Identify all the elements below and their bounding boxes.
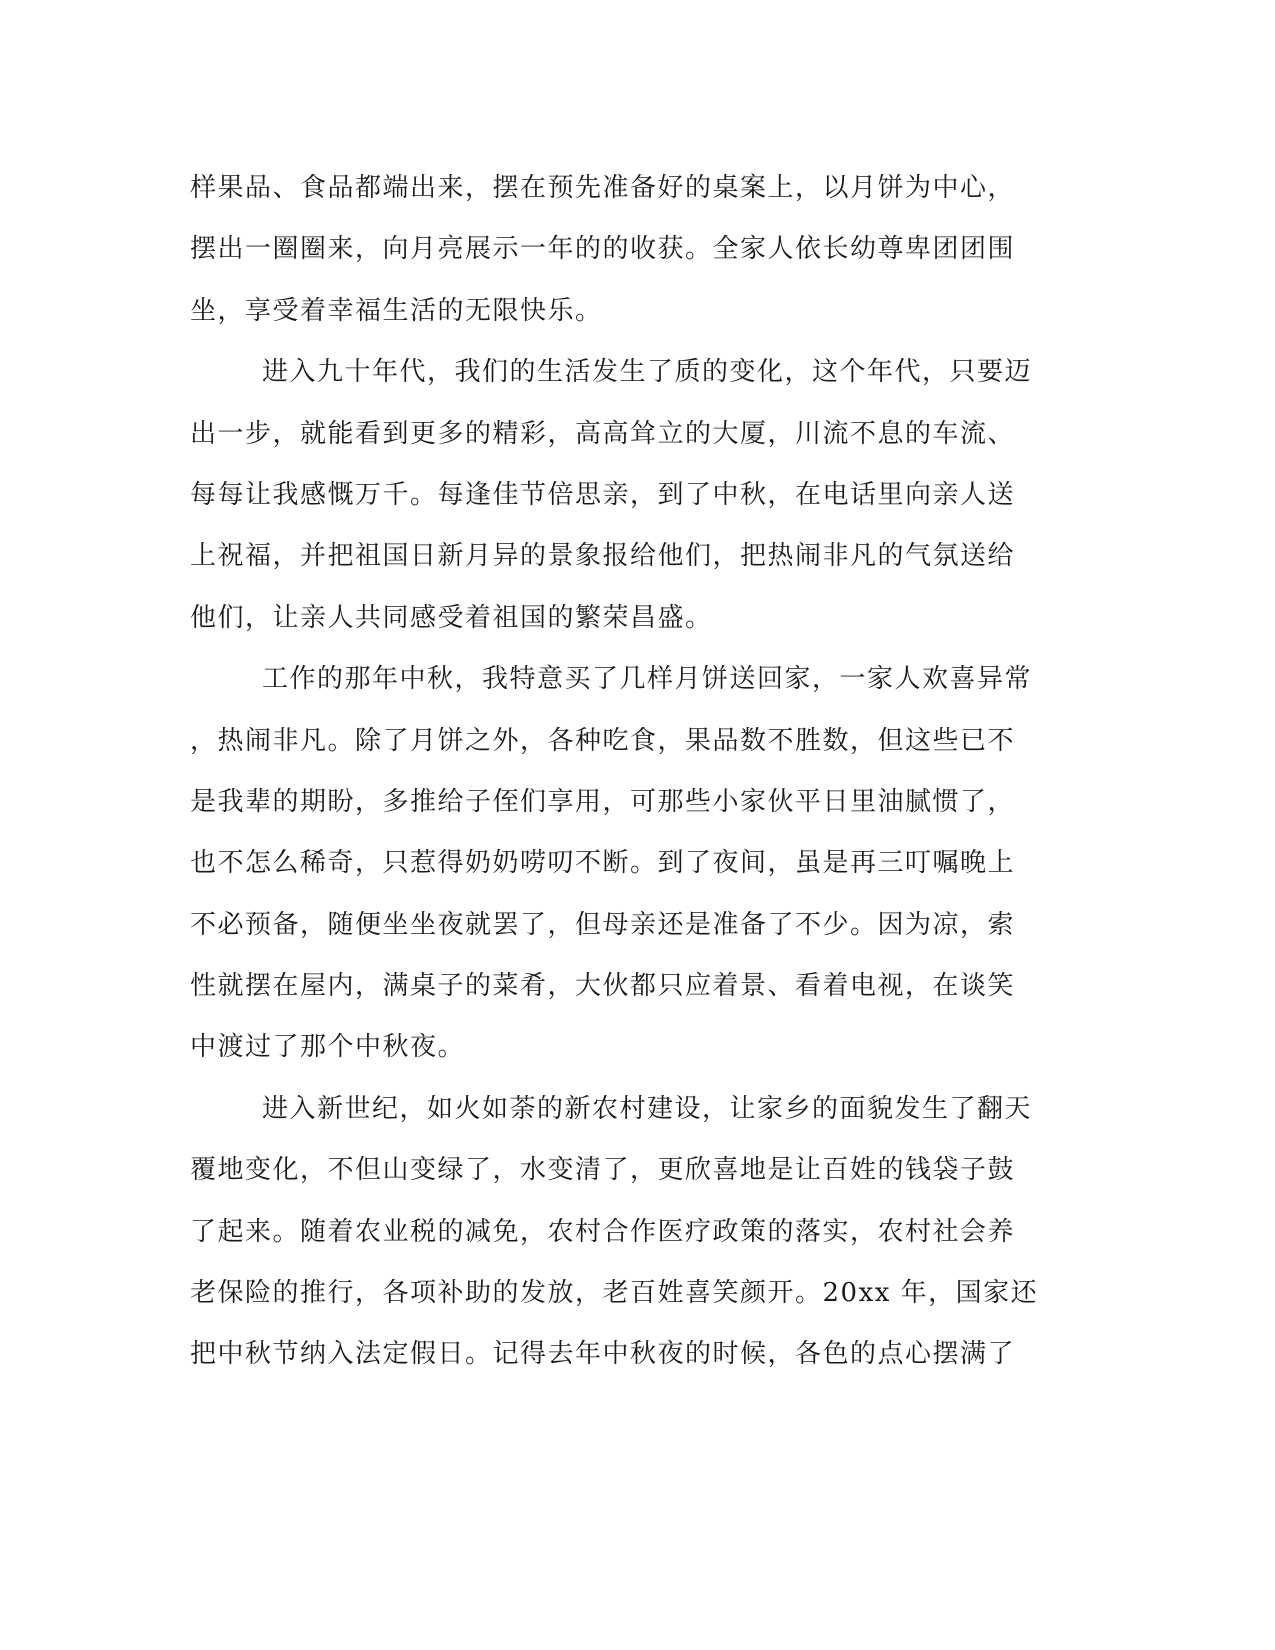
text-line: 摆出一圈圈来，向月亮展示一年的的收获。全家人依长幼尊卑团团围	[190, 234, 1016, 265]
text-line: 样果品、食品都端出来，摆在预先准备好的桌案上，以月饼为中心，	[190, 173, 1016, 203]
text-line: 不必预备，随便坐坐夜就罢了，但母亲还是准备了不少。因为凉，索	[190, 909, 1016, 940]
text-line: 他们，让亲人共同感受着祖国的繁荣昌盛。	[190, 602, 713, 633]
text-line: 每每让我感慨万千。每逢佳节倍思亲，到了中秋，在电话里向亲人送	[190, 479, 1016, 510]
text-line: 上祝福，并把祖国日新月异的景象报给他们，把热闹非凡的气氛送给	[190, 541, 1016, 572]
text-line: 是我辈的期盼，多推给子侄们享用，可那些小家伙平日里油腻惯了，	[190, 786, 1016, 817]
text-line: 老保险的推行，各项补助的发放，老百姓喜笑颜开。20xx 年，国家还	[190, 1278, 1039, 1309]
paragraph-first-line: 进入新世纪，如火如荼的新农村建设，让家乡的面貌发生了翻天	[262, 1093, 1033, 1124]
text-line: 坐，享受着幸福生活的无限快乐。	[190, 295, 603, 326]
text-line: 也不怎么稀奇，只惹得奶奶唠叨不断。到了夜间，虽是再三叮嘱晚上	[190, 848, 1016, 879]
text-line: 出一步，就能看到更多的精彩，高高耸立的大厦，川流不息的车流、	[190, 418, 1016, 449]
text-line: 了起来。随着农业税的减免，农村合作医疗政策的落实，农村社会养	[190, 1216, 1016, 1247]
text-line: 把中秋节纳入法定假日。记得去年中秋夜的时候，各色的点心摆满了	[190, 1339, 1016, 1370]
text-line: 覆地变化，不但山变绿了，水变清了，更欣喜地是让百姓的钱袋子鼓	[190, 1155, 1016, 1186]
text-line: ，热闹非凡。除了月饼之外，各种吃食，果品数不胜数，但这些已不	[190, 725, 1016, 756]
text-line: 性就摆在屋内，满桌子的菜肴，大伙都只应着景、看着电视，在谈笑	[190, 971, 1016, 1002]
body-text	[190, 158, 1090, 1386]
paragraph-first-line: 工作的那年中秋，我特意买了几样月饼送回家，一家人欢喜异常	[262, 664, 1033, 695]
paragraph-first-line: 进入九十年代，我们的生活发生了质的变化，这个年代，只要迈	[262, 357, 1033, 388]
text-line: 中渡过了那个中秋夜。	[190, 1032, 466, 1063]
